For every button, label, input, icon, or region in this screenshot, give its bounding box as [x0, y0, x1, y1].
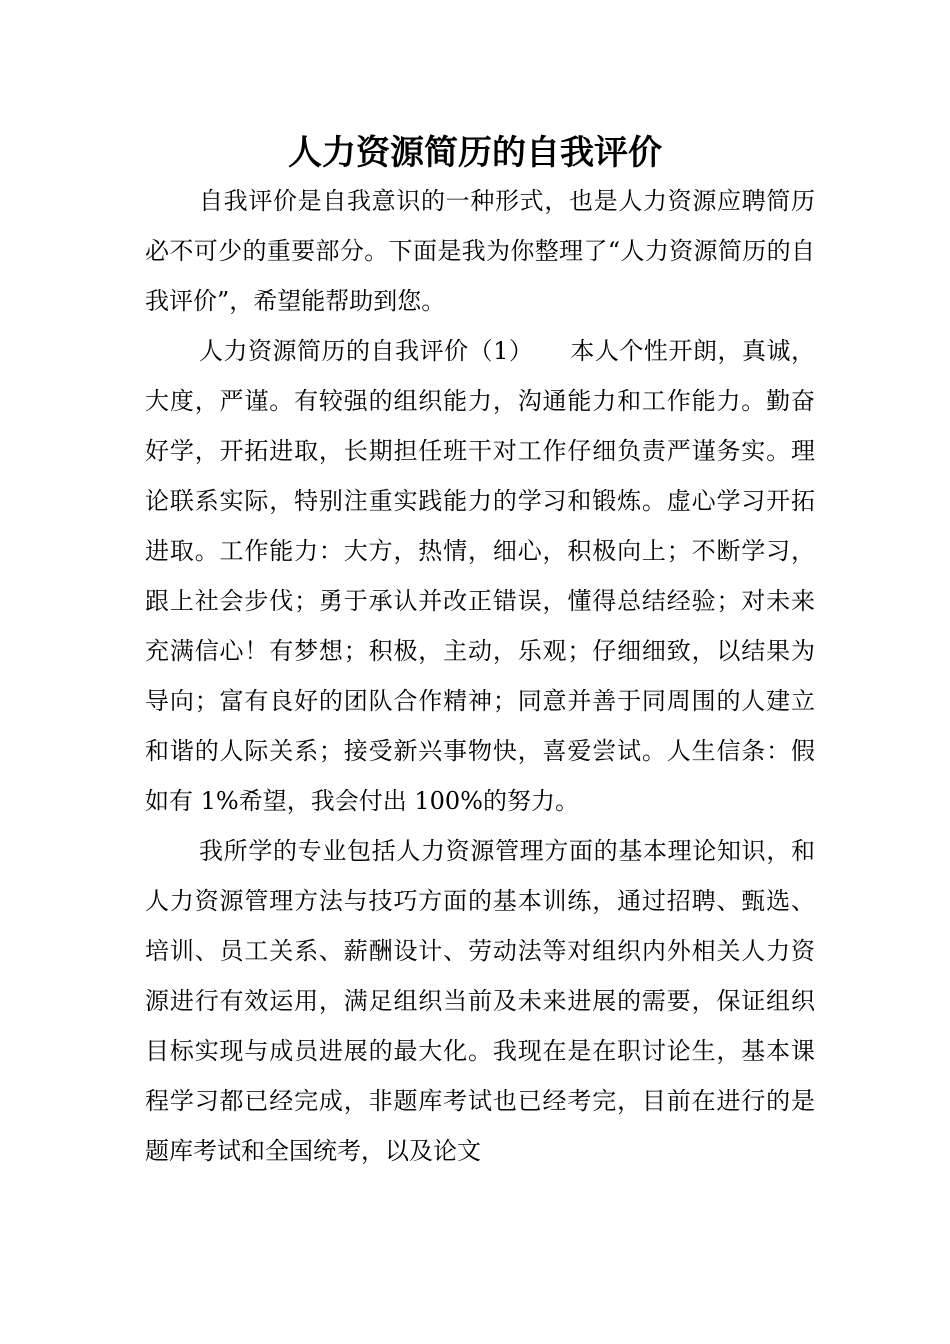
document-body [145, 176, 815, 1176]
document-title: 人力资源简历的自我评价 [288, 133, 662, 173]
paragraph-major-description: 我所学的专业包括人力资源管理方面的基本理论知识，和人力资源管理方法与技巧方面的基本训练，通过招聘、甄选、培训、员工关系、薪酬设计、劳动法等对组织内外相关人力资源进行有效运用，满足组织当前及未来进展的需要，保证组织目标实现与成员进展的最大化。我现在是在职讨论生，基本课程学习都已经完成，非题库考试也已经考完，目前在进行的是题库考试和全国统考，以及论文 [145, 837, 815, 1165]
paragraph-intro: 自我评价是自我意识的一种形式，也是人力资源应聘简历必不可少的重要部分。下面是我为你整理了“人力资源简历的自我评价”，希望能帮助到您。 [145, 187, 815, 315]
paragraph-self-evaluation-1: 人力资源简历的自我评价（1） 本人个性开朗，真诚，大度，严谨。有较强的组织能力，沟通能力和工作能力。勤奋好学，开拓进取，长期担任班干对工作仔细负责严谨务实。理论联系实际，特别注重实践能力的学习和锻炼。虚心学习开拓进取。工作能力：大方，热情，细心，积极向上；不断学习，跟上社会步伐；勇于承认并改正错误，懂得总结经验；对未来充满信心！有梦想；积极，主动，乐观；仔细细致，以结果为导向；富有良好的团队合作精神；同意并善于同周围的人建立和谐的人际关系；接受新兴事物快，喜爱尝试。人生信条：假如有 1%希望，我会付出 100%的努力。 [145, 337, 815, 815]
